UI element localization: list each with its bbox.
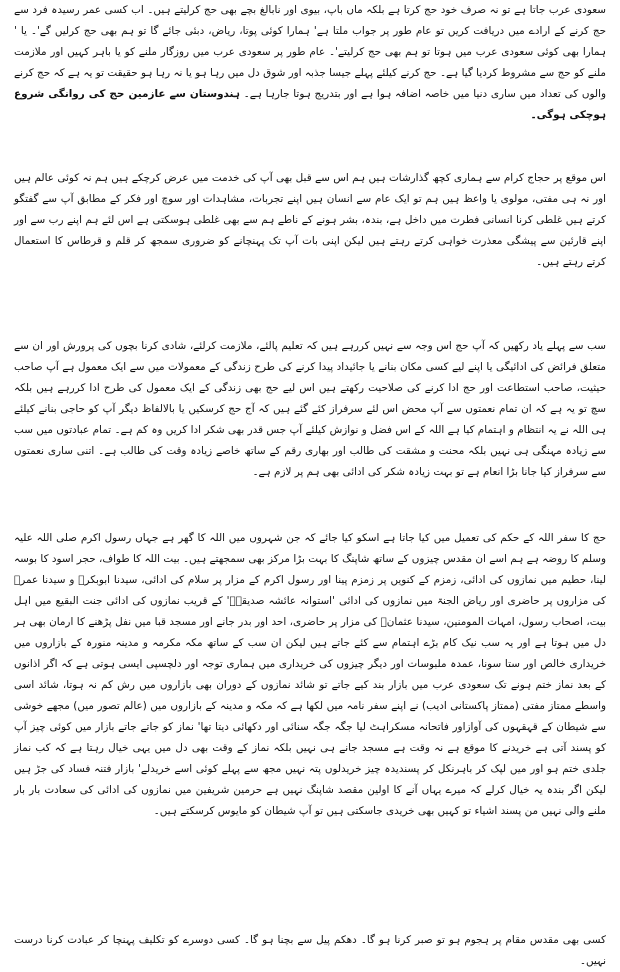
article-paragraph-5-partial: کسی بھی مقدس مقام پر ہجوم ہو تو صبر کرنا ہو گا۔ دھکم پیل سے بچنا ہو گا۔ کسی دوسرے کو تکلیف پہنچا کر عبادت کرنا درست نہیں۔	[14, 934, 606, 967]
article-paragraph-4: حج کا سفر اللہ کے حکم کی تعمیل میں کیا جاتا ہے اسکو کیا جائے کہ جن شہروں میں اللہ کا گھر ہے جہاں رسول اکرم صلی اللہ علیہ وسلم کا روضہ ہے ہم اسے ان مقدس چیزوں کے ساتھ شاپنگ کا بہت بڑا مرکز بھی سمجھتے ہیں۔ بیت اللہ کا طواف، حجر اسود کا بوسہ لینا، حطیم میں نمازوں کی ادائی، زمزم کے کنویں پر زمزم پینا اور رسول اکرم کے مزار پر سلام کی ادائی، سیدنا ابوبکرؓ و سیدنا عمرؓ کی مزاروں پر حاضری اور ریاض الجنۃ میں نمازوں کی ادائی 'استوانہ عائشہ صدیقہؓ' کے قریب نمازوں کی ادائی جنت البقیع میں اہل بیت، اصحاب رسول، امہات المومنین، سیدنا عثمانؓ کی مزار پر حاضری، احد اور بدر جانے اور مسجد قبا میں نفل پڑھنے کا ارمان بھی ہر دل میں ہوتا ہے اور یہ سب نیک کام بڑے اہتمام سے کئے جاتے ہیں لیکن ان سب کے ساتھ مکہ مکرمہ و مدینہ منورہ کے بازاروں میں خریداری خالص اور ستا سونا، عمدہ ملبوسات اور دیگر چیزوں کی خریداری میں ہماری توجہ اور دلچسپی ایسی ہوتی ہے کہ اگر اذانوں کے بعد نماز ختم ہونے تک سعودی عرب میں بازار بند کیے جاتے تو شائد نمازوں کے دوران بھی بازاروں میں رش کم نہ ہوتا، شائد اسی واسطے ممتاز مفتی (ممتاز پاکستانی ادیب) نے اپنے سفر نامہ میں لکھا ہے کہ مکہ و مدینہ کے بازاروں میں (عالم تصور میں) مجھے خوشی سے شیطان کے قہقہوں کی آوازاور فاتحانہ مسکراہٹ لیا جگہ جگہ سنائی اور دکھائی دیتا تھا' نماز کو جاتے جاتے بازار میں کوئی چیز آپ کو پسند آتی ہے خریدنے کا موقع ہے نہ وقت ہے مسجد جانے ہی نہیں بلکہ نماز کے وقت بھی دل میں یہی خیال رہتا ہے کہ کب نماز جلدی ختم ہو اور میں لپک کر باہرنکل کر پسندیدہ چیز خریدلوں پتہ نہیں مجھ سے پہلے کوئی اسے خریدلے' بازار فتنہ فساد کی جڑ ہیں لیکن اگر بندہ یہ خیال کرلے کہ میرے یہاں آنے کا اولین مقصد شاپنگ نہیں ہے حرمین شریفین میں نمازوں کی ادائی کی سعادت بار بار ملنے والی نہیں من پسند اشیاء تو کہیں بھی خریدی جاسکتی ہیں تو آپ شیطان کو مایوس کرسکتے ہیں۔	[14, 532, 606, 817]
paragraph-1-text: سعودی عرب جاتا ہے تو نہ صرف خود حج کرتا ہے بلکہ ماں باپ، بیوی اور نابالغ بچے بھی حج کرلیتے ہیں۔ اب کسی عمر رسیدہ فرد سے حج کرنے کے ارادے میں دریافت کریں تو عام طور پر جواب ملتا ہے' ہمارا کوئی پوتا، ریاض، دبئی جائے گا تو ہم بھی حج کرلیں گے'۔ یا ' ہمارا بھی کوئی سعودی عرب میں ہوتا تو ہم بھی حج کرلیتے'۔ عام طور پر سعودی عرب میں روزگار ملنے کو یا باہر کہیں اور ملازمت ملنے کو حج سے مشروط کردیا گیا ہے۔ حج کرنے کیلئے پہلے جیسا جذبہ اور شوق دل میں رہا ہو یا نہ رہا ہو حقیقت تو یہ ہے کہ حج کرنے والوں کی تعداد میں ساری دنیا میں خاصہ اضافہ ہوا ہے اور بتدریج ہوتا جارہا ہے۔	[14, 4, 606, 100]
article-paragraph-1	[14, 0, 606, 134]
article-paragraph-3: سب سے پہلے یاد رکھیں کہ آپ حج اس وجہ سے نہیں کررہے ہیں کہ تعلیم پالئے، ملازمت کرلئے، شادی کرنا بچوں کی پرورش اور ان سے متعلق فرائض کی ادائیگی یا اپنے لیے کسی مکان بنانے یا جائیداد پیدا کرنے کی طرح زندگی کے معمولات میں سے ایک معمول ہے آپ صاحب حیثیت، صاحب استطاعت اور حج ادا کرنے کی صلاحیت رکھتے ہیں اس لیے حج بھی زندگی کے ایک معمول کی طرح ادا کررہے ہیں بلکہ سچ تو یہ ہے کہ ان تمام نعمتوں سے آپ محض اس لئے سرفراز کئے گئے ہیں کہ آج حج کرسکیں یا بالالفاظ دیگر آپ کو حاجی بنانے کیلئے ہی اللہ نے یہ انتظام و اہتمام کیا ہے اللہ کے اس فضل و نوازش کیلئے آپ جس قدر بھی شکر ادا کریں وہ کم ہے۔ تمام عبادتوں میں سب سے زیادہ مہنگی ہی نہیں بلکہ محنت و مشقت کی طالب اور بھاری رقم کے ساتھ خاصے زیادہ وقت کی طالب ہے۔ اتنی ساری نعمتوں سے سرفراز کیا جانا بڑا انعام ہے تو بہت زیادہ شکر کی ادائی بھی ہم پر لازم ہے۔	[14, 340, 606, 478]
paragraph-1-bold-text: ہندوستان سے عازمین حج کی روانگی شروع ہوچکی ہوگی۔	[14, 88, 606, 121]
article-paragraph-2: اس موقع پر حجاج کرام سے ہماری کچھ گذارشات ہیں ہم اس سے قبل بھی آپ کی خدمت میں عرض کرچکے ہیں ہم نہ کوئی عالم ہیں اور نہ ہی مفتی، مولوی یا واعظ ہیں ہم تو ایک عام سے انسان ہیں اپنے تجربات، مشاہدات اور سوچ اور فکر کے مطابق آپ سے گفتگو کرتے ہیں غلطی کرنا انسانی فطرت میں داخل ہے، بندہ، بشر ہونے کے ناطے ہم سے بھی غلطی ہوسکتی ہے اس لئے ہم اپنے رب سے اور اپنے قارئین سے پیشگی معذرت خواہی کرتے رہتے ہیں لیکن اپنی بات آپ تک پہنچانے کو ضروری سمجھ کر قلم و قرطاس کا استعمال کرتے رہتے ہیں۔	[14, 172, 606, 268]
